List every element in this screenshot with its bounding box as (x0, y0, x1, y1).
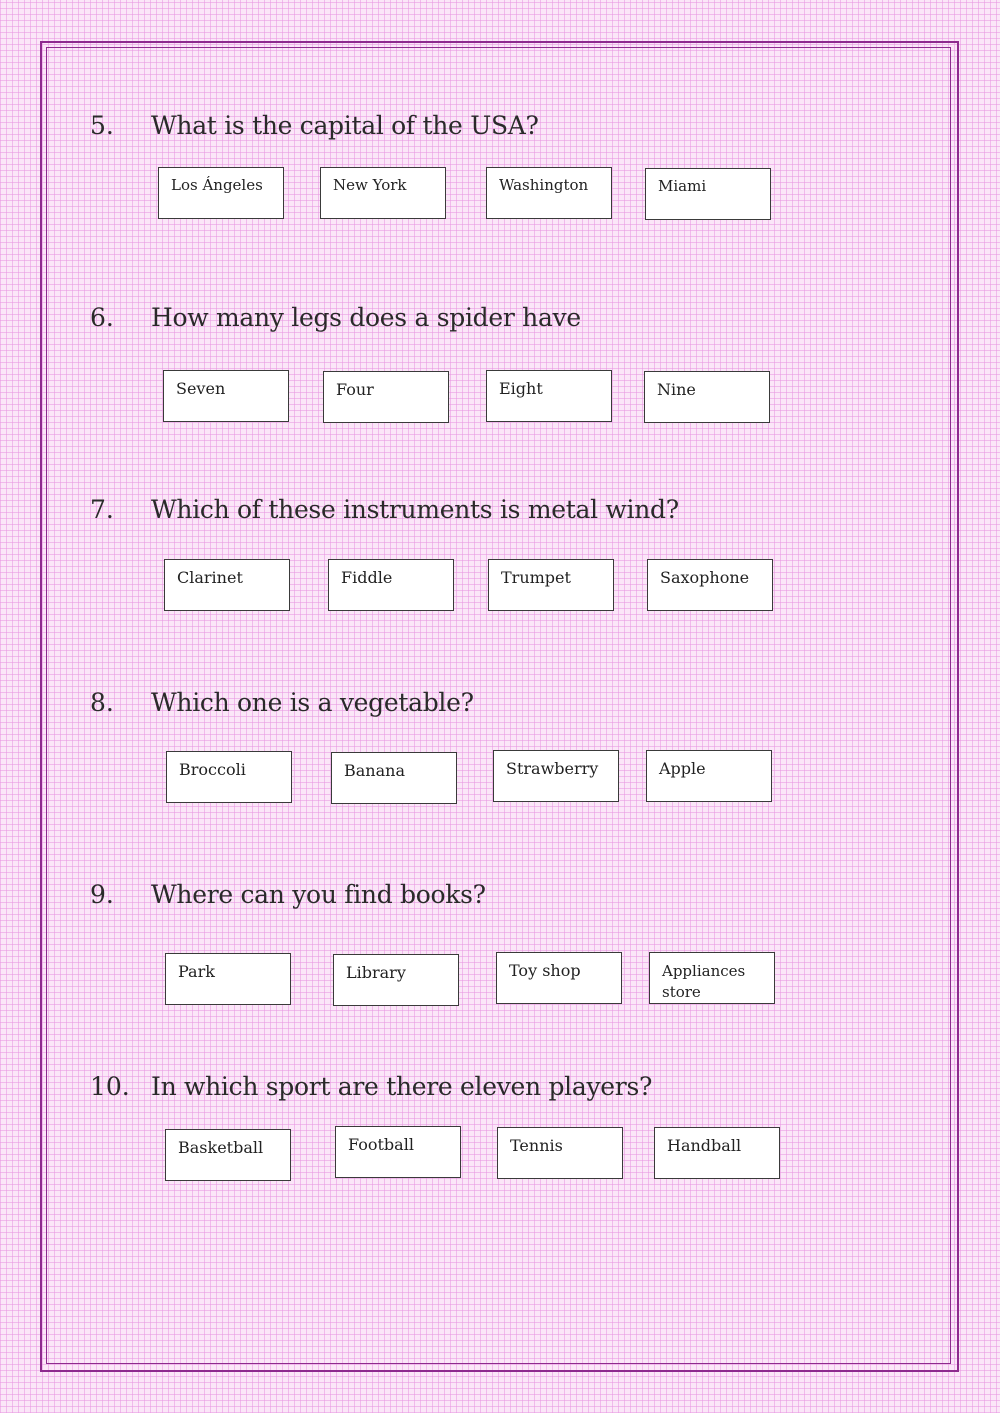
question-10-text: In which sport are there eleven players? (151, 1072, 653, 1101)
question-5-option-new-york[interactable]: New York (320, 167, 446, 219)
question-8-option-banana[interactable]: Banana (331, 752, 457, 804)
question-9-option-library[interactable]: Library (333, 954, 459, 1006)
question-7-option-trumpet[interactable]: Trumpet (488, 559, 614, 611)
question-6-option-eight[interactable]: Eight (486, 370, 612, 422)
question-7-option-saxophone[interactable]: Saxophone (647, 559, 773, 611)
question-10-option-handball[interactable]: Handball (654, 1127, 780, 1179)
question-9-text: Where can you find books? (151, 880, 486, 909)
question-8-option-strawberry[interactable]: Strawberry (493, 750, 619, 802)
question-10-option-football[interactable]: Football (335, 1126, 461, 1178)
question-5-option-los-angeles[interactable]: Los Ángeles (158, 167, 284, 219)
question-5-option-miami[interactable]: Miami (645, 168, 771, 220)
question-8-number: 8. (90, 688, 114, 717)
question-9-option-appliances-store[interactable]: Appliances store (649, 952, 775, 1004)
question-7-option-clarinet[interactable]: Clarinet (164, 559, 290, 611)
question-6-number: 6. (90, 303, 114, 332)
question-9-number: 9. (90, 880, 114, 909)
question-9-option-park[interactable]: Park (165, 953, 291, 1005)
question-6-option-seven[interactable]: Seven (163, 370, 289, 422)
question-7-text: Which of these instruments is metal wind? (151, 495, 679, 524)
question-5-number: 5. (90, 111, 114, 140)
question-6-option-four[interactable]: Four (323, 371, 449, 423)
question-5-text: What is the capital of the USA? (151, 111, 539, 140)
question-8-text: Which one is a vegetable? (151, 688, 474, 717)
question-10-number: 10. (90, 1072, 130, 1101)
question-10-option-tennis[interactable]: Tennis (497, 1127, 623, 1179)
question-8-option-apple[interactable]: Apple (646, 750, 772, 802)
question-7-number: 7. (90, 495, 114, 524)
question-7-option-fiddle[interactable]: Fiddle (328, 559, 454, 611)
question-5-option-washington[interactable]: Washington (486, 167, 612, 219)
question-10-option-basketball[interactable]: Basketball (165, 1129, 291, 1181)
question-8-option-broccoli[interactable]: Broccoli (166, 751, 292, 803)
question-6-text: How many legs does a spider have (151, 303, 581, 332)
question-6-option-nine[interactable]: Nine (644, 371, 770, 423)
question-9-option-toy-shop[interactable]: Toy shop (496, 952, 622, 1004)
